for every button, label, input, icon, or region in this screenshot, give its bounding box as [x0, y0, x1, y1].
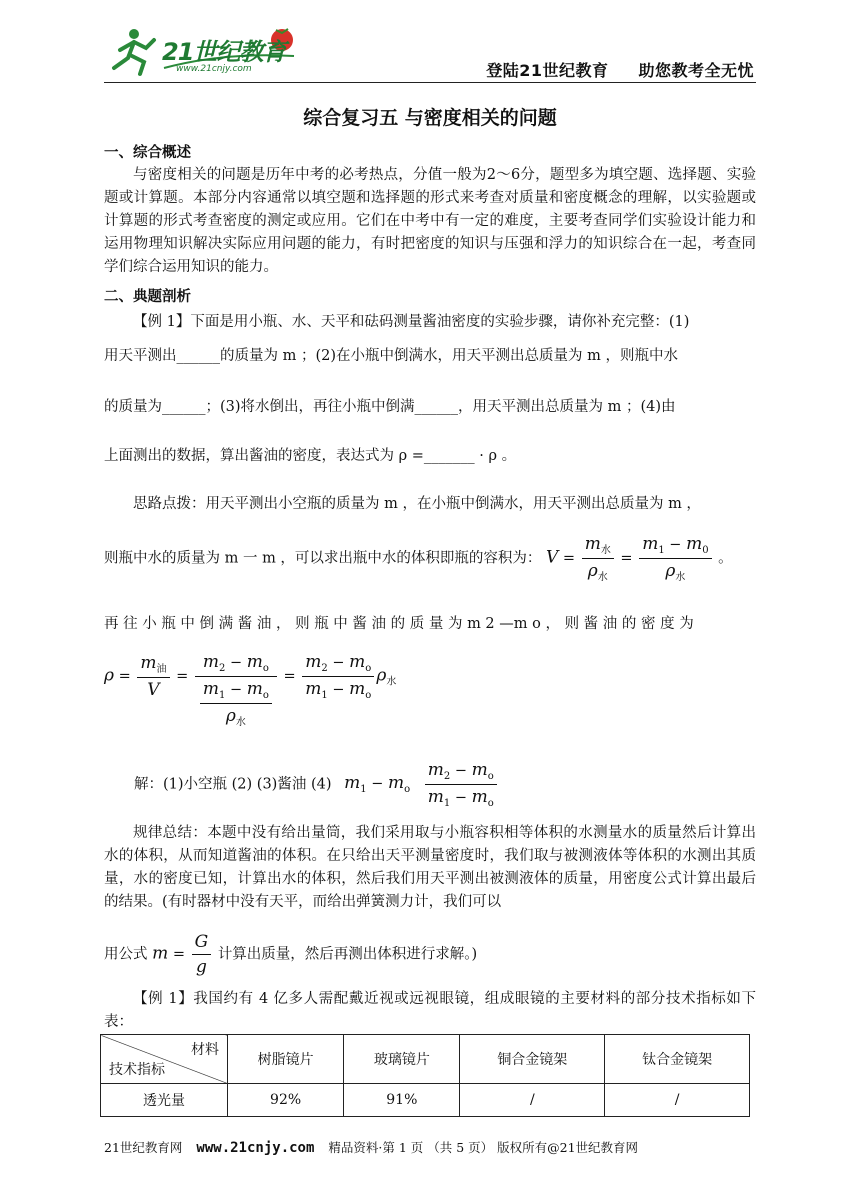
header-divider: [104, 82, 756, 83]
answer-fraction: $\frac{m_2 - m_o}{m_1 - m_o}$: [425, 760, 497, 809]
overview-paragraph: [104, 164, 756, 279]
hint-line2: 则瓶中水的质量为 m 一 m ，可以求出瓶中水的体积即瓶的容积为： V = $\frac{m_水}{\rho_水}$ = $\frac{m_1 - m_0}{\rho_水}$ 。: [104, 534, 733, 583]
table-header-cell: 玻璃镜片: [344, 1035, 460, 1084]
table-row: [101, 1084, 750, 1117]
slogan-right: 助您教考全无忧: [638, 61, 754, 80]
logo-text: 21世纪教育: [162, 38, 286, 66]
table-row-label: 透光量: [101, 1084, 228, 1117]
table-cell: /: [460, 1084, 605, 1117]
example1-line2: 用天平测出______的质量为 m ；(2)在小瓶中倒满水，用天平测出总质量为 m ，则瓶中水: [104, 348, 678, 364]
density-formula: ρ = $\frac{m_油}{V}$ = $\frac{m_2 - m_o}{\frac{m_1 - m_o}{\rho_水}}$ = $\frac{m_2 - m_o}{m_1 - m_o}$ $\rho_水$: [104, 652, 397, 728]
table-header-row: [101, 1035, 750, 1084]
table-corner-cell: [101, 1035, 228, 1084]
table-header-cell: 铜合金镜架: [460, 1035, 605, 1084]
section-heading-overview: 一、综合概述: [104, 145, 191, 161]
example1-line3: 的质量为______；(3)将水倒出，再往小瓶中倒满______，用天平测出总质量为 m ；(4)由: [104, 399, 676, 415]
table-cell: 92%: [228, 1084, 344, 1117]
density-fraction-3: $\frac{m_2 - m_o}{m_1 - m_o}$: [302, 652, 374, 701]
density-fraction-1: $\frac{m_油}{V}$: [137, 653, 169, 700]
volume-fraction-1: $\frac{m_水}{\rho_水}$: [582, 534, 614, 583]
tech-spec-table: [100, 1034, 750, 1117]
table-header-cell: 树脂镜片: [228, 1035, 344, 1084]
logo-url: www.21cnjy.com: [176, 64, 252, 74]
corner-bottom-label: 技术指标: [109, 1062, 165, 1078]
summary-paragraph: [104, 822, 756, 914]
answer-text: 解：(1)小空瓶 (2) (3)酱油 (4): [134, 776, 332, 793]
table-cell: 91%: [344, 1084, 460, 1117]
footer-left: 21世纪教育网: [104, 1140, 183, 1155]
volume-fraction-2: $\frac{m_1 - m_0}{\rho_水}$: [639, 534, 711, 583]
footer-url: www.21cnjy.com: [196, 1140, 315, 1156]
footer-right: 精品资料·第 1 页 （共 5 页） 版权所有@21世纪教育网: [328, 1140, 639, 1155]
logo: [104, 22, 304, 82]
summary-last-b: 计算出质量，然后再测出体积进行求解。): [217, 946, 478, 963]
hint-line2-text: 则瓶中水的质量为 m 一 m ，可以求出瓶中水的体积即瓶的容积为：: [104, 550, 542, 567]
corner-top-label: 材料: [191, 1042, 219, 1058]
page-title: 综合复习五 与密度相关的问题: [303, 107, 557, 129]
page-footer: [104, 1138, 638, 1156]
example2-intro-text: 【例 1】我国约有 4 亿多人需配戴近视或远视眼镜，组成眼镜的主要材料的部分技术指标如下表：: [104, 991, 756, 1030]
table-cell: /: [605, 1084, 750, 1117]
hint-line1: 思路点拨：用天平测出小空瓶的质量为 m ，在小瓶中倒满水，用天平测出总质量为 m ，: [133, 496, 701, 512]
answer-line: 解：(1)小空瓶 (2) (3)酱油 (4) $m_1 - m_o$ $\frac{m_2 - m_o}{m_1 - m_o}$: [134, 760, 786, 809]
example1-line1: 【例 1】下面是用小瓶、水、天平和砝码测量酱油密度的实验步骤，请你补充完整：(1): [133, 314, 690, 330]
mass-fraction: $\frac{G}{g}$: [192, 932, 212, 977]
header-slogan: [486, 58, 754, 81]
example1-line4: 上面测出的数据，算出酱油的密度，表达式为 ρ =_______ · ρ 。: [104, 448, 517, 464]
summary-text: 规律总结：本题中没有给出量筒，我们采用取与小瓶容积相等体积的水测量水的质量然后计算出水的体积，从而知道酱油的体积。在只给出天平测量密度时，我们取与被测液体等体积的水测出其质量，水的密度已知，计算出水的体积，然后我们用天平测出被测液体的质量，用密度公式计算出最后的结果。(有时器材中没有天平，而给出弹簧测力计，我们可以: [104, 825, 756, 910]
slogan-left: 登陆21世纪教育: [486, 61, 609, 80]
hint-line3: 再 往 小 瓶 中 倒 满 酱 油 ， 则 瓶 中 酱 油 的 质 量 为 m 2 —m o ， 则 酱 油 的 密 度 为: [104, 616, 694, 632]
section-heading-examples: 二、典题剖析: [104, 289, 191, 305]
overview-text: 与密度相关的问题是历年中考的必考热点，分值一般为2～6分，题型多为填空题、选择题、实验题或计算题。本部分内容通常以填空题和选择题的形式来考查对质量和密度概念的理解，以实验题或计算题的形式考查密度的测定或应用。它们在中考中有一定的难度，主要考查同学们实验设计能力和运用物理知识解决实际应用问题的能力，有时把密度的知识与压强和浮力的知识综合在一起，考查同学们综合运用知识的能力。: [104, 167, 756, 275]
example2-intro: [104, 988, 756, 1034]
summary-last-a: 用公式: [104, 946, 148, 963]
density-fraction-2: $\frac{m_2 - m_o}{\frac{m_1 - m_o}{\rho_水}}$: [195, 652, 277, 728]
summary-last-line: 用公式 m = $\frac{G}{g}$ 计算出质量，然后再测出体积进行求解。): [104, 932, 478, 977]
table-header-cell: 钛合金镜架: [605, 1035, 750, 1084]
